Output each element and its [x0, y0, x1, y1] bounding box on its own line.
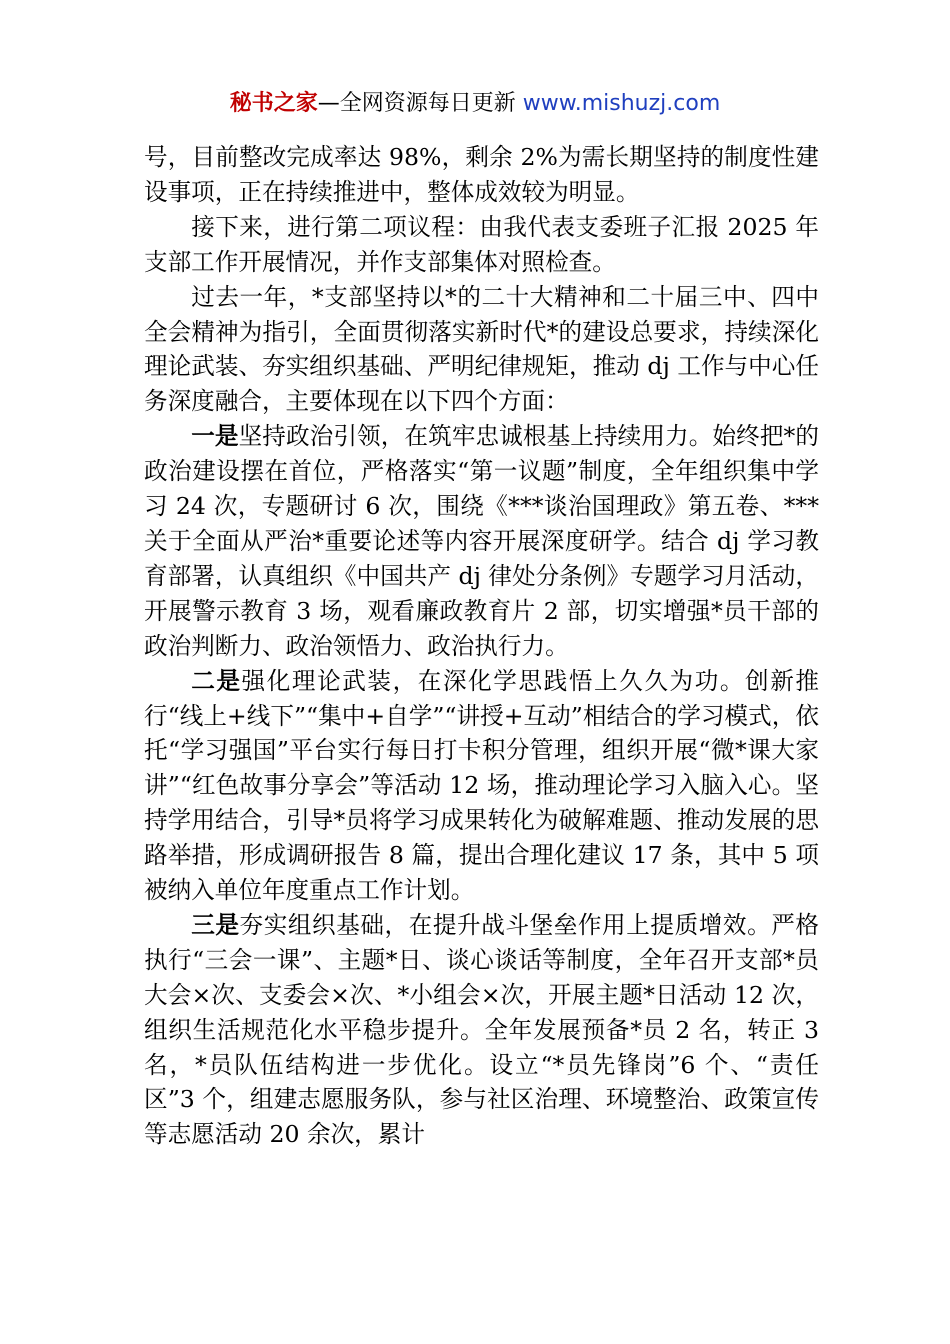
paragraph-lead: 二是	[191, 666, 242, 695]
paragraph-agenda	[144, 210, 819, 280]
paragraph-lead: 一是	[191, 422, 239, 451]
paragraph-lead: 三是	[191, 910, 240, 939]
site-url-link[interactable]: www.mishuzj.com	[522, 91, 721, 116]
paragraph-point-one	[144, 419, 819, 663]
paragraph-text: 坚持政治引领，在筑牢忠诚根基上持续用力。始终把*的政治建设摆在首位，严格落实“第一议题”制度，全年组织集中学习 24 次，专题研讨 6 次，围绕《***谈治国理政》第五卷、***关于全面从严治*重要论述等内容开展深度研学。结合 dj 学习教育部署，认真组织《中国共产 dj 律处分条例》专题学习月活动，开展警示教育 3 场，观看廉政教育片 2 部，切实增强*员干部的政治判断力、政治领悟力、政治执行力。	[144, 422, 820, 660]
paragraph-continuation	[144, 140, 819, 210]
document-body	[144, 140, 819, 1152]
paragraph-text: 强化理论武装，在深化学思践悟上久久为功。创新推行“线上+线下”“集中+自学”“讲授+互动”相结合的学习模式，依托“学习强国”平台实行每日打卡积分管理，组织开展“微*课大家讲”“红色故事分享会”等活动 12 场，推动理论学习入脑入心。坚持学用结合，引导*员将学习成果转化为破解难题、推动发展的思路举措，形成调研报告 8 篇，提出合理化建议 17 条，其中 5 项被纳入单位年度重点工作计划。	[144, 666, 820, 905]
paragraph-text: 夯实组织基础，在提升战斗堡垒作用上提质增效。严格执行“三会一课”、主题*日、谈心谈话等制度，全年召开支部*员大会×次、支委会×次、*小组会×次，开展主题*日活动 12 次，组织生活规范化水平稳步提升。全年发展预备*员 2 名，转正 3 名，*员队伍结构进一步优化。设立“*员先锋岗”6 个、“责任区”3 个，组建志愿服务队，参与社区治理、环境整治、政策宣传等志愿活动 20 余次，累计	[144, 910, 820, 1149]
paragraph-text: 接下来，进行第二项议程：由我代表支委班子汇报 2025 年支部工作开展情况，并作支部集体对照检查。	[144, 212, 819, 276]
paragraph-overview	[144, 280, 819, 420]
site-tagline: —全网资源每日更新	[317, 91, 523, 116]
paragraph-text: 过去一年，*支部坚持以*的二十大精神和二十届三中、四中全会精神为指引，全面贯彻落实新时代*的建设总要求，持续深化理论武装、夯实组织基础、严明纪律规矩，推动 dj 工作与中心任务深度融合，主要体现在以下四个方面：	[144, 282, 819, 416]
paragraph-text: 号，目前整改完成率达 98%，剩余 2%为需长期坚持的制度性建设事项，正在持续推进中，整体成效较为明显。	[144, 143, 819, 206]
paragraph-point-two	[144, 664, 819, 908]
site-header	[0, 88, 950, 120]
paragraph-point-three	[144, 908, 819, 1152]
site-brand: 秘书之家	[229, 91, 318, 116]
